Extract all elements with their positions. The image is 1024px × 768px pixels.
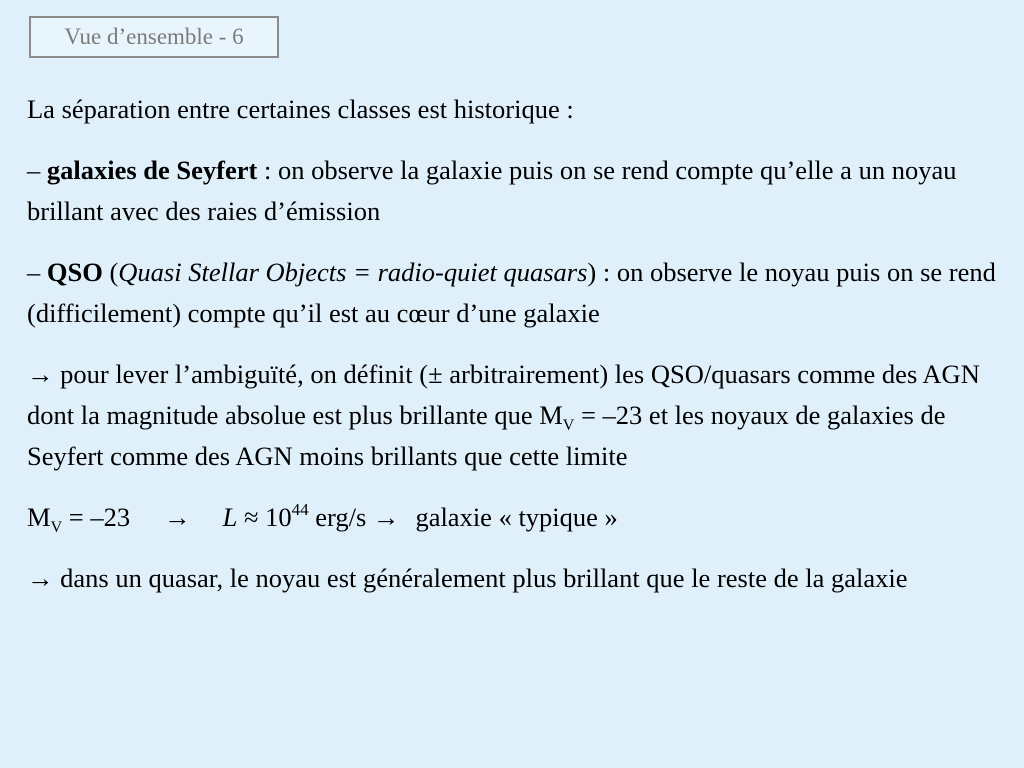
intro-paragraph xyxy=(27,89,1002,130)
seyfert-term: galaxies de Seyfert xyxy=(46,155,258,185)
qso-term: QSO xyxy=(46,257,103,287)
equation-paragraph xyxy=(27,497,1002,538)
equation-result: galaxie « typique » xyxy=(415,502,618,532)
seyfert-dash: – xyxy=(27,155,47,185)
seyfert-paragraph xyxy=(27,150,1002,232)
intro-text: La séparation entre certaines classes est historique : xyxy=(27,94,574,124)
quasar-paragraph xyxy=(27,558,1002,599)
equation-arrow: → xyxy=(164,502,191,532)
definition-subscript: V xyxy=(562,417,575,434)
definition-text-2: = –23 et les noyaux de galaxies de Seyfert comme des AGN moins brillants que cette limite xyxy=(27,400,946,471)
qso-paren-open: ( xyxy=(102,257,119,287)
definition-text-1: → pour lever l’ambiguïté, on définit (± arbitrairement) les QSO/quasars comme des AGN dont la magnitude absolue est plus brillante que M xyxy=(27,359,980,430)
equation-exponent: 44 xyxy=(291,500,309,519)
slide-title-box xyxy=(29,16,279,58)
seyfert-description: : on observe la galaxie puis on se rend compte qu’elle a un noyau brillant avec des raies d’émission xyxy=(27,155,957,226)
slide-title: Vue d’ensemble - 6 xyxy=(64,24,244,49)
qso-description: ) : on observe le noyau puis on se rend (difficilement) compte qu’il est au cœur d’une galaxie xyxy=(27,257,996,328)
qso-dash: – xyxy=(27,257,47,287)
qso-paragraph xyxy=(27,252,1002,334)
equation-subscript: V xyxy=(50,519,63,536)
qso-expansion: Quasi Stellar Objects = radio-quiet quasars xyxy=(118,257,588,287)
equation-value: = –23 xyxy=(62,502,131,532)
slide-body xyxy=(27,89,1002,599)
equation-unit: erg/s → xyxy=(308,502,400,532)
definition-paragraph xyxy=(27,354,1002,477)
equation-m: M xyxy=(27,502,51,532)
quasar-text: → dans un quasar, le noyau est généralement plus brillant que le reste de la galaxie xyxy=(27,563,908,593)
equation-approx: ≈ 10 xyxy=(237,502,292,532)
equation-luminosity-symbol: L xyxy=(222,502,238,532)
